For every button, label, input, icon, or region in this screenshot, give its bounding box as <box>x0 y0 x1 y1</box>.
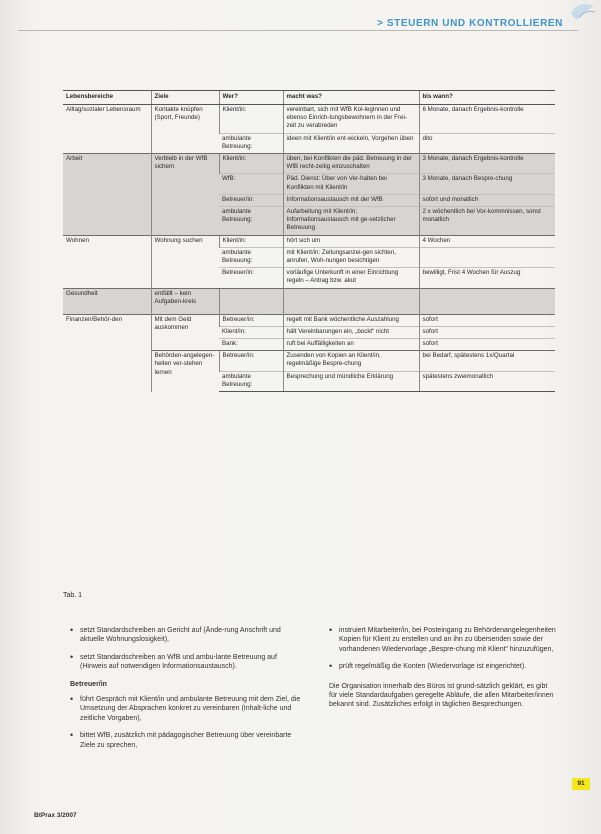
deadline-cell: sofort <box>419 339 555 351</box>
deadline-cell: sofort <box>419 326 555 338</box>
left-text-column <box>70 626 302 758</box>
action-cell: mit Klient/in: Zeitungsanzei-gen sichten, anrufen, Woh-nungen besichtigen <box>283 247 419 267</box>
deadline-cell: spätestens zweimonatlich <box>419 371 555 391</box>
deadline-cell: sofort <box>419 314 555 326</box>
goal-cell: Behörden-angelegen-heiten ver-stehen lernen <box>151 351 219 392</box>
deadline-cell: 3 Monate, danach Bespre-chung <box>419 174 555 194</box>
table-row <box>63 314 555 326</box>
table-row <box>63 154 555 174</box>
deadline-cell <box>419 247 555 267</box>
deadline-cell: dito <box>419 133 555 153</box>
action-cell: Informationsaustausch mit der WfB <box>283 194 419 206</box>
publication-footer: BtPrax 3/2007 <box>34 812 77 819</box>
table-row <box>63 351 555 371</box>
deadline-cell: 2 x wöchentlich bei Vor-kommnissen, sonst monatlich <box>419 207 555 236</box>
table-caption: Tab. 1 <box>63 592 83 599</box>
header-rule <box>18 30 578 31</box>
body-paragraph: Die Organisation innerhalb des Büros ist grund-sätzlich geklärt, es gibt für viele Standardaufgaben geregelte Abläufe, die allen Mitarbeiter/innen bekannt sind. Zusätzliches erfolgt in täglichen Besprechungen. <box>329 682 554 709</box>
list-item: • setzt Standardschreiben an WfB und ambu-lante Betreuung auf (Hinweis auf notwendigen Informationsaustausch). <box>70 653 302 672</box>
who-cell: ambulante Betreuung: <box>219 247 283 267</box>
who-cell: Betreuer/in: <box>219 194 283 206</box>
action-cell: vorläufige Unterkunft in einer Einrichtung regeln – Antrag bzw. akut <box>283 268 419 288</box>
who-cell: ambulante Betreuung: <box>219 133 283 153</box>
goal-cell: Mit dem Geld auskommen <box>151 314 219 351</box>
goal-cell: Wohnung suchen <box>151 235 219 288</box>
table-header-row <box>63 91 555 105</box>
who-cell: Bank: <box>219 339 283 351</box>
list-item: • setzt Standardschreiben an Gericht auf (Ände-rung Anschrift und aktuelle Wohnungslosigkeit), <box>70 626 302 645</box>
action-cell: hört sich um <box>283 235 419 247</box>
who-cell: Klient/in: <box>219 235 283 247</box>
deadline-cell: bewilligt, Frist 4 Wochen für Auszug <box>419 268 555 288</box>
goal-plan-table-container <box>63 90 555 392</box>
table-row <box>63 288 555 314</box>
action-cell: Besprechung und mündliche Erklärung <box>283 371 419 391</box>
who-cell <box>219 288 283 314</box>
area-cell <box>63 351 151 392</box>
who-cell: Betreuer/in: <box>219 351 283 371</box>
action-cell: Päd. Dienst: Über von Ver-halten bei Konflikten mit Klient/in <box>283 174 419 194</box>
action-cell: ideen mit Klient/in ent-wickeln, Vorgehen üben <box>283 133 419 153</box>
subheading-betreuer: Betreuer/in <box>70 680 107 688</box>
area-cell: Wohnen <box>63 235 151 288</box>
who-cell: Betreuer/in: <box>219 314 283 326</box>
action-cell <box>283 288 419 314</box>
header-cell: Ziele <box>151 91 219 105</box>
who-cell: ambulante Betreuung: <box>219 207 283 236</box>
goal-plan-table <box>63 90 555 392</box>
deadline-cell: sofort und monatlich <box>419 194 555 206</box>
section-title: > STEUERN UND KONTROLLIEREN <box>377 18 563 29</box>
who-cell: Klient/in: <box>219 326 283 338</box>
who-cell: Betreuer/in: <box>219 268 283 288</box>
action-cell: Aufarbeitung mit Klient/in; Informationsaustausch mit ge-setzlicher Betreuung <box>283 207 419 236</box>
list-item: • prüft regelmäßig die Konten (Wiedervorlage ist eingerichtet). <box>329 662 557 671</box>
list-item: • führt Gespräch mit Klient/in und ambulante Betreuung mit dem Ziel, die Umsetzung der Absprachen konkret zu vereinbaren (Inhalt-liche und zeitliche Vorgaben), <box>70 695 302 723</box>
action-cell: üben, bei Konflikten die päd. Betreuung in der WfB recht-zeitig einzuschalten <box>283 154 419 174</box>
action-cell: vereinbart, sich mit WfB Kol-legInnen und ebenso Einrich-tungsbewohnern in der Frei-zeit zu verabreden <box>283 105 419 134</box>
right-text-column <box>329 626 557 710</box>
list-item: • bittet WfB, zusätzlich mit pädagogischer Betreuung über vereinbarte Ziele zu sprechen, <box>70 731 302 750</box>
deadline-cell: bei Bedarf, spätestens 1x/Quartal <box>419 351 555 371</box>
deadline-cell: 6 Monate, danach Ergebnis-kontrolle <box>419 105 555 134</box>
header-cell: bis wann? <box>419 91 555 105</box>
list-item: • instruiert Mitarbeiter/in, bei Posteingang zu Behördenangelegenheiten Kopien für Klient zu erstellen und an ihn zu übersenden sowie der vorhandenen Wiedervorlage „Bespre-chung mit Klient“ hinzuzufügen, <box>329 626 557 654</box>
header-cell: Lebensbereiche <box>63 91 151 105</box>
area-cell: Finanzen/Behör-den <box>63 314 151 351</box>
action-cell: Zusenden von Kopien an Klient/in, regelmäßige Bespre-chung <box>283 351 419 371</box>
action-cell: regelt mit Bank wöchentliche Auszahlung <box>283 314 419 326</box>
table-row <box>63 105 555 134</box>
action-cell: hält Vereinbarungen ein, „bockt“ nicht <box>283 326 419 338</box>
action-cell: ruft bei Auffälligkeiten an <box>283 339 419 351</box>
header-cell: macht was? <box>283 91 419 105</box>
who-cell: Klient/in: <box>219 154 283 174</box>
deadline-cell <box>419 288 555 314</box>
who-cell: Klient/in: <box>219 105 283 134</box>
deadline-cell: 4 Wochen <box>419 235 555 247</box>
table-row <box>63 235 555 247</box>
area-cell: Gesundheit <box>63 288 151 314</box>
area-cell: Alltag/sozialer Lebensraum <box>63 105 151 154</box>
goal-cell: entfällt – kein Aufgaben-kreis <box>151 288 219 314</box>
deadline-cell: 3 Monate, danach Ergebnis-kontrolle <box>419 154 555 174</box>
goal-cell: Verbleib in der WfB sichern <box>151 154 219 236</box>
area-cell: Arbeit <box>63 154 151 236</box>
corner-ornament-icon <box>567 0 597 26</box>
header-cell: Wer? <box>219 91 283 105</box>
table-body <box>63 105 555 392</box>
who-cell: WfB: <box>219 174 283 194</box>
goal-cell: Kontakte knüpfen (Sport, Freunde) <box>151 105 219 154</box>
who-cell: ambulante Betreuung: <box>219 371 283 391</box>
page-number-tab: 91 <box>572 778 590 790</box>
